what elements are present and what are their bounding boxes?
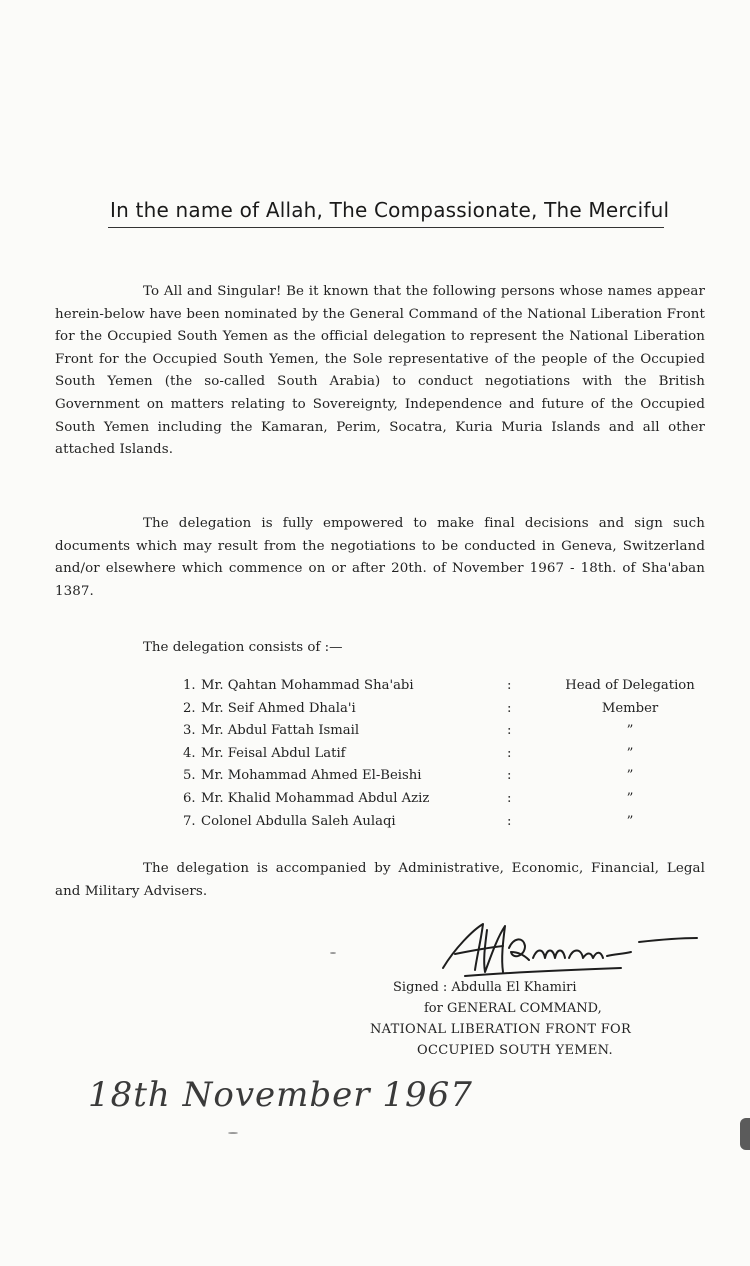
- member-number: 3.: [183, 723, 196, 739]
- member-colon: :: [507, 678, 512, 693]
- member-row: [0, 791, 750, 814]
- member-role: ”: [626, 813, 634, 829]
- member-colon: :: [507, 790, 512, 806]
- member-name: Mr. Feisal Abdul Latif: [201, 745, 346, 761]
- member-row: [0, 768, 750, 791]
- signature-block: [360, 977, 680, 1061]
- organization-line-2: OCCUPIED SOUTH YEMEN.: [417, 1043, 613, 1058]
- heading-underline: [108, 227, 664, 228]
- for-general-command-line: for GENERAL COMMAND,: [424, 1001, 602, 1016]
- member-role: Head of Delegation: [565, 678, 695, 693]
- signed-by-line: Signed : Abdulla El Khamiri: [393, 980, 577, 995]
- member-row: [0, 746, 750, 769]
- member-role: Member: [601, 700, 659, 716]
- member-number: 5.: [183, 768, 196, 784]
- member-name: Mr. Seif Ahmed Dhala'i: [201, 700, 356, 716]
- paragraph-empowerment: The delegation is fully empowered to make final decisions and sign such documents which may result from the negotiations to be conducted in Geneva, Switzerland and/or elsewhere which commence on or after 20th. of November 1967 - 18th. of Sha'aban 1387.: [55, 516, 705, 599]
- member-colon: :: [507, 745, 512, 761]
- member-colon: :: [507, 768, 512, 784]
- member-row: [0, 814, 750, 837]
- member-name: Mr. Abdul Fattah Ismail: [201, 723, 360, 739]
- member-role: ”: [626, 723, 634, 739]
- delegation-member-list: [0, 678, 750, 836]
- member-role: ”: [626, 768, 634, 784]
- member-name: Colonel Abdulla Saleh Aulaqi: [201, 813, 396, 829]
- scan-edge-mark: [740, 1118, 750, 1150]
- member-row: [0, 678, 750, 701]
- member-number: 2.: [183, 700, 196, 716]
- paragraph-nomination: To All and Singular! Be it known that the following persons whose names appear herein-below have been nominated by the General Command of the National Liberation Front for the Occupied South Yemen as the official delegation to represent the National Liberation Front for the Occupied South Yemen, the Sole representative of the people of the Occupied South Yemen (the so-called South Arabia) to conduct negotiations with the British Government on matters relating to Sovereignty, Independence and future of the Occupied South Yemen including the Kamaran, Perim, Socatra, Kuria Muria Islands and all other attached Islands.: [55, 284, 705, 458]
- paragraph-advisers: The delegation is accompanied by Administrative, Economic, Financial, Legal and Military Advisers.: [55, 861, 705, 899]
- handwritten-date: 18th November 1967: [88, 1075, 473, 1115]
- delegation-consists-label: The delegation consists of :—: [143, 640, 343, 655]
- member-row: [0, 723, 750, 746]
- paper-speck: [330, 952, 336, 954]
- member-number: 4.: [183, 745, 196, 761]
- member-name: Mr. Qahtan Mohammad Sha'abi: [201, 678, 414, 693]
- member-row: [0, 701, 750, 724]
- member-role: ”: [626, 745, 634, 761]
- member-colon: :: [507, 813, 512, 829]
- member-name: Mr. Khalid Mohammad Abdul Aziz: [201, 790, 430, 806]
- paper-speck: [228, 1132, 238, 1134]
- member-name: Mr. Mohammad Ahmed El-Beishi: [201, 768, 422, 784]
- organization-line-1: NATIONAL LIBERATION FRONT FOR: [370, 1022, 632, 1037]
- member-number: 1.: [183, 678, 196, 693]
- member-colon: :: [507, 700, 512, 716]
- member-role: ”: [626, 790, 634, 806]
- document-heading: In the name of Allah, The Compassionate, The Merciful: [110, 198, 670, 222]
- member-colon: :: [507, 723, 512, 739]
- member-number: 7.: [183, 813, 196, 829]
- member-number: 6.: [183, 790, 196, 806]
